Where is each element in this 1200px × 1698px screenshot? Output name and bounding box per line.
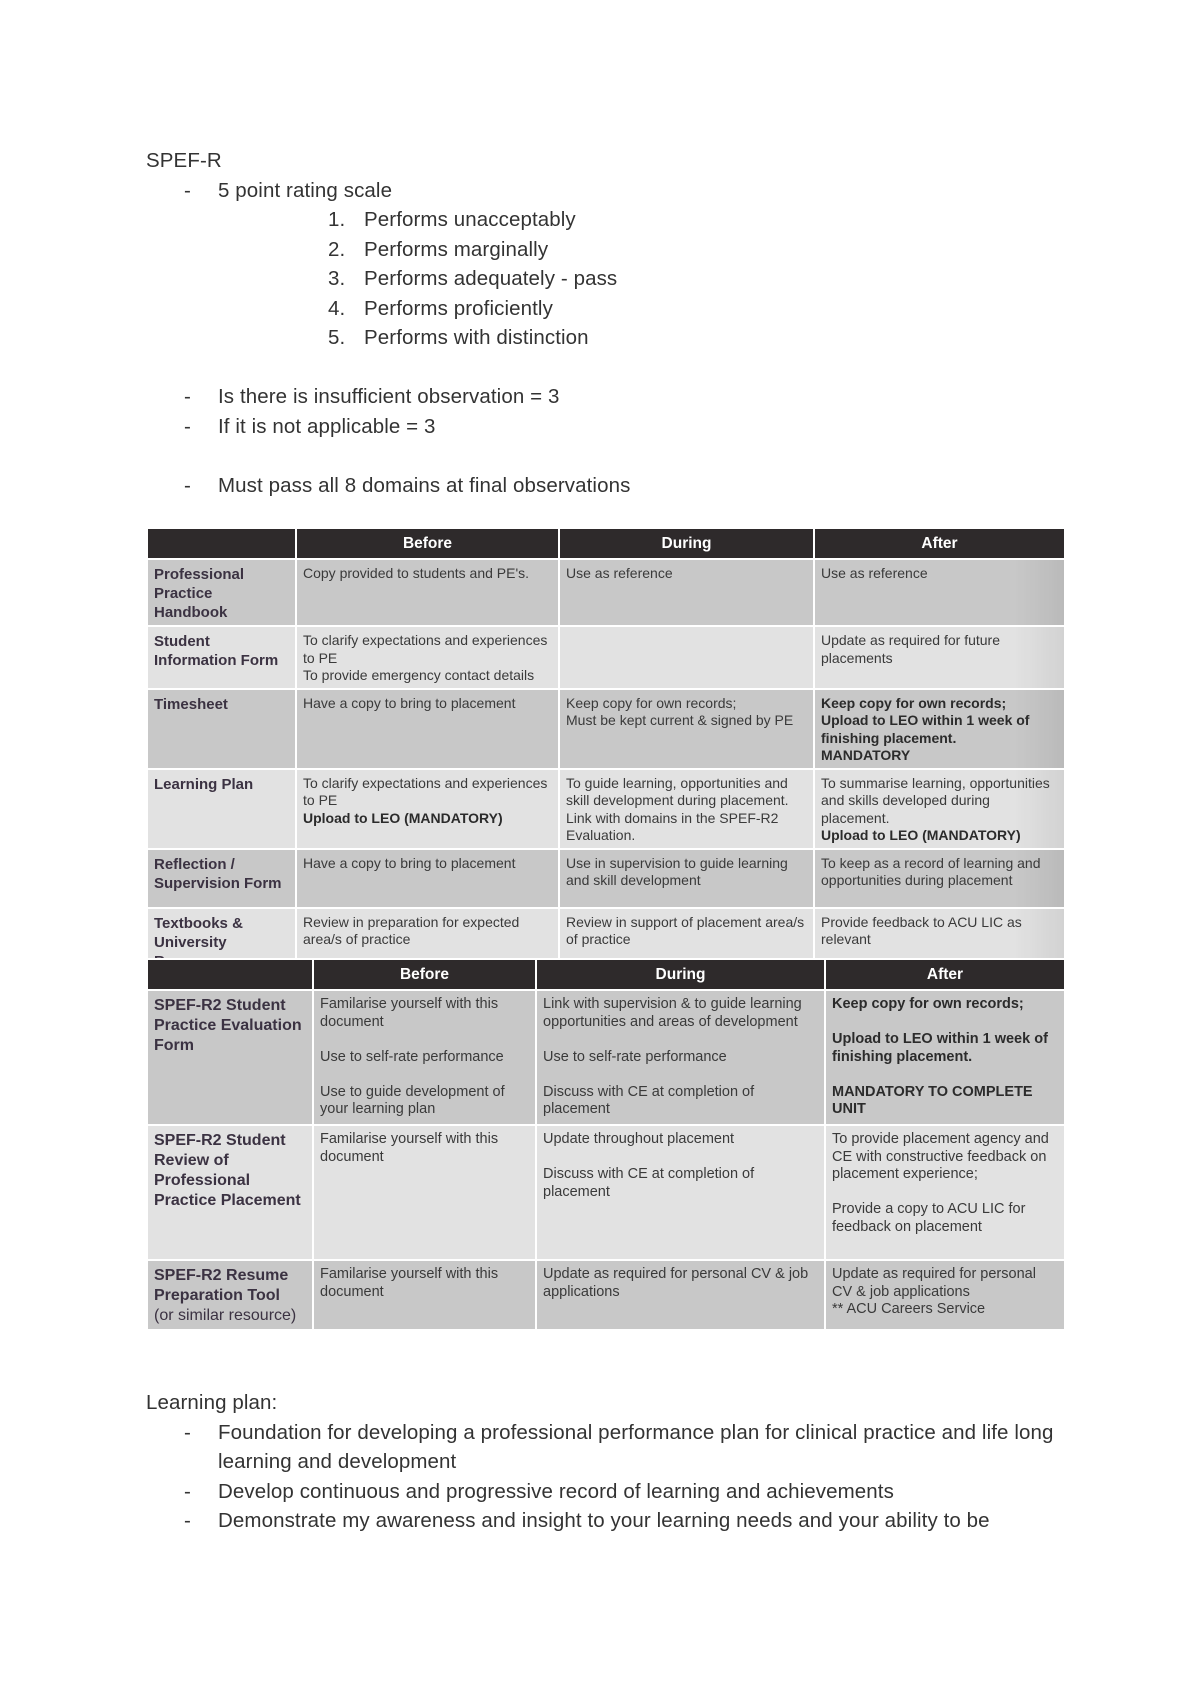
final-list — [146, 471, 1066, 501]
header-before: Before — [313, 959, 536, 990]
list-item: - Demonstrate my awareness and insight to your learning needs and your ability to be — [146, 1506, 1106, 1536]
resources-table-1 — [146, 527, 1066, 976]
spef-r-section — [146, 146, 1066, 500]
cell-after: Use as reference — [814, 559, 1065, 626]
spef-r-list — [146, 176, 1066, 353]
list-item: 5. Performs with distinction — [328, 326, 589, 349]
cell-after: To summarise learning, opportunities and skills developed during placement. Upload to LEO (MANDATORY) — [814, 769, 1065, 849]
section-title: Learning plan: — [146, 1391, 278, 1414]
header-after: After — [814, 528, 1065, 559]
table-row — [147, 559, 1065, 626]
learning-plan-list — [146, 1418, 1106, 1536]
row-label: SPEF-R2 Student Review of Professional Practice Placement — [147, 1125, 313, 1260]
cell-during: Update throughout placement Discuss with CE at completion of placement — [536, 1125, 825, 1260]
header-corner — [147, 528, 296, 559]
cell-before: Familarise yourself with this document Use to self-rate performance Use to guide development of your learning plan — [313, 990, 536, 1125]
list-item: 4. Performs proficiently — [328, 296, 553, 320]
cell-during: Keep copy for own records; Must be kept current & signed by PE — [559, 689, 814, 769]
table-row — [147, 1125, 1065, 1260]
cell-during — [559, 626, 814, 689]
cell-before: Copy provided to students and PE's. — [296, 559, 559, 626]
list-item: - Foundation for developing a professional performance plan for clinical practice and life long learning and development — [146, 1418, 1106, 1477]
learning-plan-section — [146, 1388, 1106, 1536]
cell-during: To guide learning, opportunities and skill development during placement. Link with domains in the SPEF-R2 Evaluation. — [559, 769, 814, 849]
list-item — [146, 176, 1066, 353]
row-label: Timesheet — [147, 689, 296, 769]
row-label: Textbooks & University — [147, 908, 296, 975]
table-row — [147, 626, 1065, 689]
list-item: 1. Performs unacceptably — [328, 208, 576, 231]
cell-before: To clarify expectations and experiences to PE Upload to LEO (MANDATORY) — [296, 769, 559, 849]
list-item: - Must pass all 8 domains at final observations — [146, 471, 1066, 501]
row-label: SPEF-R2 Student Practice Evaluation Form — [147, 990, 313, 1125]
cell-before: Familarise yourself with this document — [313, 1260, 536, 1330]
table-row — [147, 990, 1065, 1125]
resources-table-2 — [146, 958, 1066, 1331]
header-during: During — [559, 528, 814, 559]
table-row — [147, 849, 1065, 908]
cell-after: To provide placement agency and CE with constructive feedback on placement experience; Provide a copy to ACU LIC for feedback on placement — [825, 1125, 1065, 1260]
scale-label: 5 point rating scale — [218, 178, 393, 202]
header-during: During — [536, 959, 825, 990]
cell-during: Link with supervision & to guide learning opportunities and areas of development Use to self-rate performance Discuss with CE at completion of placement — [536, 990, 825, 1125]
cell-before: Familarise yourself with this document — [313, 1125, 536, 1260]
cell-during: Use in supervision to guide learning and skill development — [559, 849, 814, 908]
cell-after: Update as required for personal CV & job applications ** ACU Careers Service — [825, 1260, 1065, 1330]
list-item: 2. Performs marginally — [328, 237, 549, 261]
header-after: After — [825, 959, 1065, 990]
cell-during: Review in support of placement area/s of practice — [559, 908, 814, 975]
list-item: 3. Performs adequately - pass — [328, 267, 618, 290]
row-label: Reflection / Supervision Form — [147, 849, 296, 908]
table-row — [147, 689, 1065, 769]
header-corner — [147, 959, 313, 990]
list-item: - Is there is insufficient observation = 3 — [146, 382, 1066, 412]
row-label: Professional Practice Handbook — [147, 559, 296, 626]
rules-list — [146, 382, 1066, 441]
list-item: - If it is not applicable = 3 — [146, 412, 1066, 442]
cell-during: Update as required for personal CV & job applications — [536, 1260, 825, 1330]
cell-after: Provide feedback to ACU LIC as relevant — [814, 908, 1065, 975]
cell-after: Keep copy for own records; Upload to LEO within 1 week of finishing placement. MANDATORY — [814, 689, 1065, 769]
cell-before: Have a copy to bring to placement — [296, 689, 559, 769]
row-label: Learning Plan — [147, 769, 296, 849]
table-row — [147, 769, 1065, 849]
cell-after: To keep as a record of learning and opportunities during placement — [814, 849, 1065, 908]
cell-after: Keep copy for own records; Upload to LEO within 1 week of finishing placement. MANDATORY TO COMPLETE UNIT — [825, 990, 1065, 1125]
cell-before: To clarify expectations and experiences to PE To provide emergency contact details — [296, 626, 559, 689]
section-title: SPEF-R — [146, 149, 222, 172]
rating-scale-list — [218, 205, 1066, 353]
cell-before: Review in preparation for expected area/s of practice — [296, 908, 559, 975]
list-item: - Develop continuous and progressive record of learning and achievements — [146, 1477, 1106, 1507]
cell-during: Use as reference — [559, 559, 814, 626]
row-label: Student Information Form — [147, 626, 296, 689]
cell-before: Have a copy to bring to placement — [296, 849, 559, 908]
header-before: Before — [296, 528, 559, 559]
cell-after: Update as required for future placements — [814, 626, 1065, 689]
row-label-sub: (or similar resource) — [154, 1307, 297, 1324]
table-row — [147, 1260, 1065, 1330]
row-label: SPEF-R2 Resume Preparation Tool (or similar resource) — [147, 1260, 313, 1330]
